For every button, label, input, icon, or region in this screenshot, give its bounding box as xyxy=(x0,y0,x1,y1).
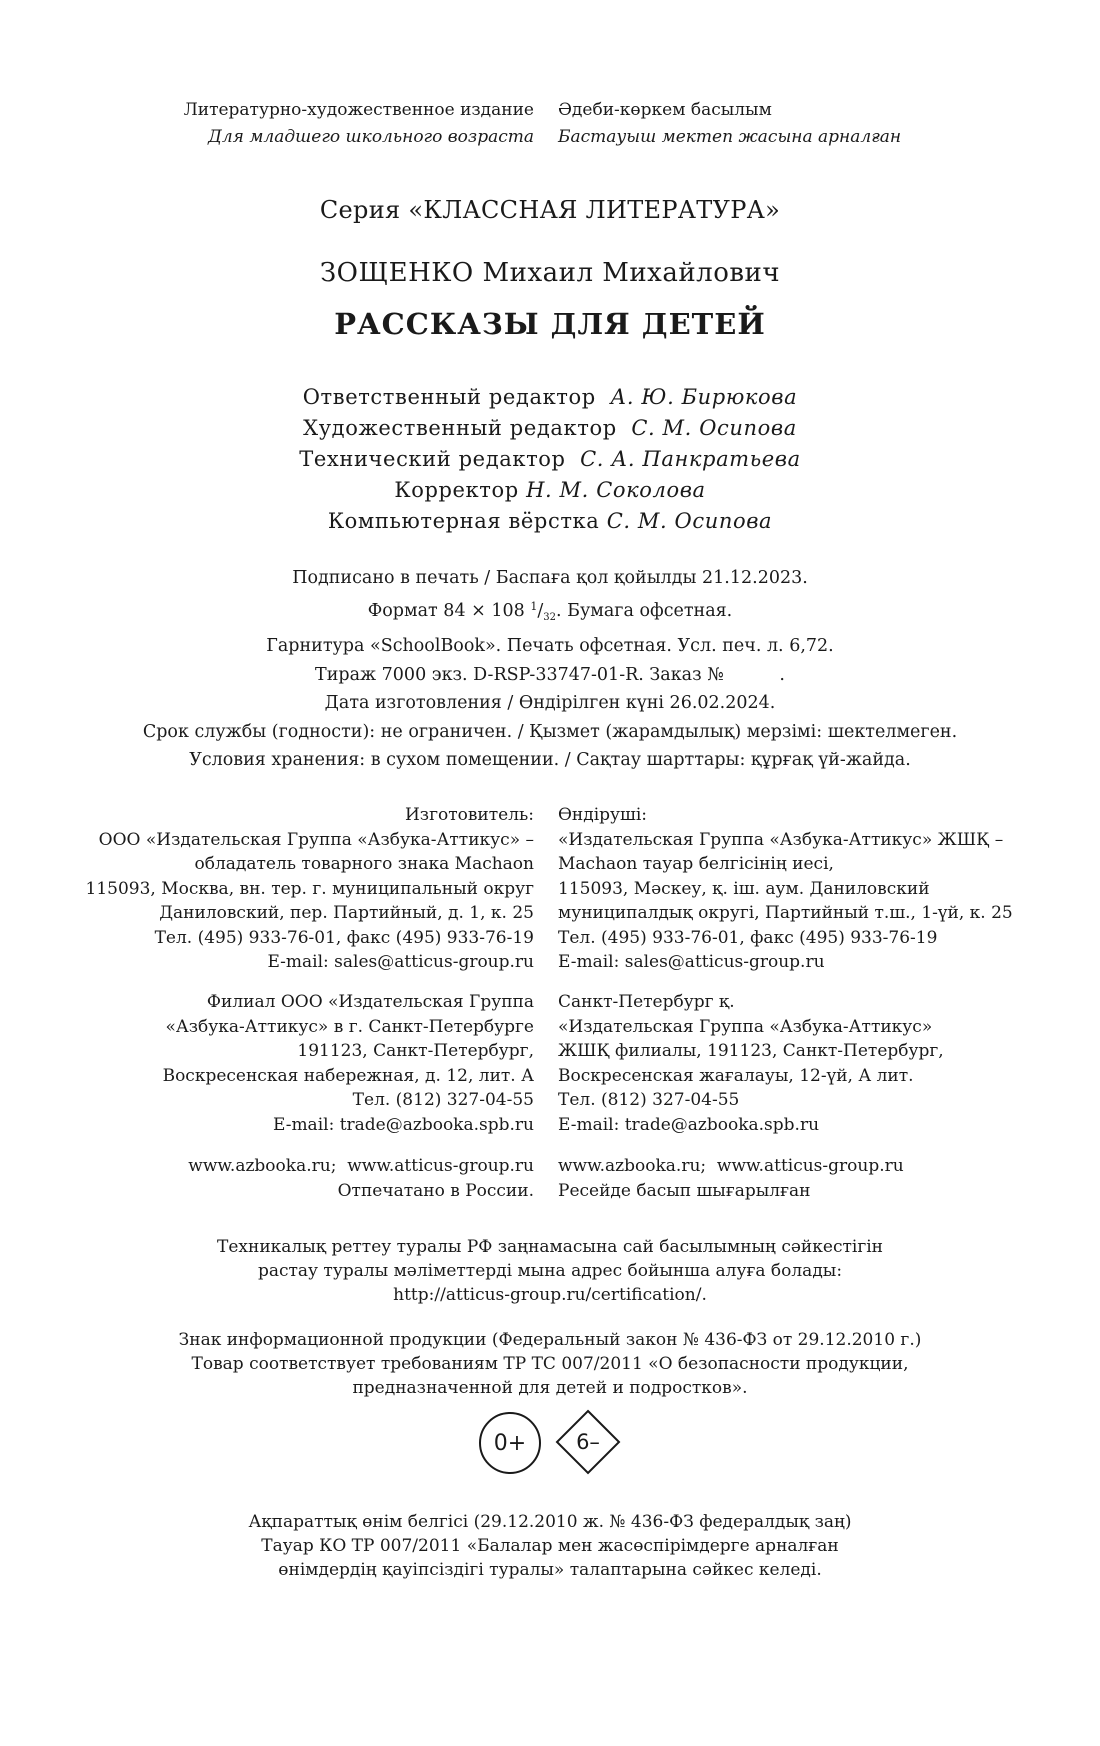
manufacturer-line-ru: обладатель товарного знака Machaon xyxy=(194,854,534,874)
branch-block xyxy=(0,990,1100,1137)
info-sign-ru xyxy=(0,1328,1100,1400)
manufacturer-line-kz: Machaon тауар белгісінің иесі, xyxy=(558,854,834,874)
branch-line-kz: «Издательская Группа «Азбука-Аттикус» xyxy=(558,1016,933,1037)
edition-type-kz: Әдеби-көркем басылым xyxy=(558,100,772,120)
manufacture-date: Дата изготовления / Өндірілген күні 26.02.2024. xyxy=(324,693,776,713)
edition-type-ru: Литературно-художественное издание xyxy=(183,100,534,120)
branch-email-kz: E-mail: trade@azbooka.spb.ru xyxy=(558,1114,820,1135)
age-rating-badge: 0+ xyxy=(479,1412,541,1474)
info-line-kz: Ақпараттық өнім белгісі (29.12.2010 ж. № 436-ФЗ федералдық заң) xyxy=(248,1512,852,1532)
manufacturer-line-ru: ООО «Издательская Группа «Азбука-Аттикус» – xyxy=(98,829,534,850)
age-group-kz: Бастауыш мектеп жасына арналған xyxy=(558,127,902,147)
info-line-kz: өнімдердің қауіпсіздігі туралы» талаптарына сәйкес келеді. xyxy=(278,1560,822,1580)
manufacturer-email-ru: E-mail: sales@atticus-group.ru xyxy=(267,952,534,972)
printed-in-ru: Отпечатано в России. xyxy=(337,1180,534,1201)
certification-line: растау туралы мәліметтерді мына адрес бойынша алуға болады: xyxy=(257,1261,843,1281)
manufacturer-block xyxy=(0,803,1100,975)
branch-line-ru: 191123, Санкт-Петербург, xyxy=(297,1041,534,1061)
staff-line: Ответственный редактор А. Ю. Бирюкова xyxy=(302,385,798,409)
staff-line: Художественный редактор С. М. Осипова xyxy=(303,416,797,440)
format-line: Формат 84 × 108 $^1/_{32}$. Бумага офсетная. xyxy=(367,599,733,623)
staff-line: Корректор Н. М. Соколова xyxy=(394,478,706,502)
websites-kz: www.azbooka.ru; www.atticus-group.ru xyxy=(558,1156,904,1176)
branch-line-ru: Воскресенская набережная, д. 12, лит. А xyxy=(162,1065,534,1086)
book-title: РАССКАЗЫ ДЛЯ ДЕТЕЙ xyxy=(334,307,766,341)
branch-email-ru: E-mail: trade@azbooka.spb.ru xyxy=(272,1114,534,1135)
imprint-details xyxy=(0,564,1100,775)
branch-line-ru: Тел. (812) 327-04-55 xyxy=(352,1090,534,1110)
info-line-ru: Знак информационной продукции (Федеральный закон № 436-ФЗ от 29.12.2010 г.) xyxy=(178,1330,922,1350)
storage-conditions: Условия хранения: в сухом помещении. / Сақтау шарттары: құрғақ үй-жайда. xyxy=(189,750,911,770)
manufacturer-email-kz: E-mail: sales@atticus-group.ru xyxy=(558,952,825,972)
manufacturer-line-kz: муниципалдық округі, Партийный т.ш., 1-үй, к. 25 xyxy=(558,903,1013,923)
manufacturer-line-ru: 115093, Москва, вн. тер. г. муниципальный округ xyxy=(85,878,534,899)
age-badges xyxy=(0,1412,1100,1475)
author-name: ЗОЩЕНКО Михаил Михайлович xyxy=(319,258,781,288)
certification-block xyxy=(0,1235,1100,1307)
branch-line-kz: Санкт-Петербург қ. xyxy=(558,992,735,1012)
manufacturer-line-ru: Даниловский, пер. Партийный, д. 1, к. 25 xyxy=(159,903,534,923)
branch-line-kz: Воскресенская жағалауы, 12-үй, А лит. xyxy=(558,1065,914,1086)
websites-ru: www.azbooka.ru; www.atticus-group.ru xyxy=(188,1156,534,1176)
age-group-ru: Для младшего школьного возраста xyxy=(208,127,534,147)
info-product-diamond-icon: 6– xyxy=(555,1409,621,1475)
typeface-line: Гарнитура «SchoolBook». Печать офсетная. Усл. печ. л. 6,72. xyxy=(266,636,834,656)
branch-line-kz: Тел. (812) 327-04-55 xyxy=(558,1090,740,1110)
certification-url: http://atticus-group.ru/certification/. xyxy=(393,1285,707,1305)
print-run: Тираж 7000 экз. D-RSP-33747-01-R. Заказ № . xyxy=(315,664,785,685)
manufacturer-line-kz: «Издательская Группа «Азбука-Аттикус» ЖШҚ – xyxy=(558,829,1004,850)
manufacturer-line-kz: Өндіруші: xyxy=(558,805,648,825)
branch-line-kz: ЖШҚ филиалы, 191123, Санкт-Петербург, xyxy=(558,1041,944,1061)
info-line-ru: предназначенной для детей и подростков». xyxy=(352,1378,748,1398)
web-block xyxy=(0,1154,1100,1203)
branch-line-ru: Филиал ООО «Издательская Группа xyxy=(206,992,534,1012)
info-sign-kz xyxy=(0,1510,1100,1582)
header-block xyxy=(0,97,1100,151)
manufacturer-line-ru: Изготовитель: xyxy=(404,805,534,825)
series-title: Серия «КЛАССНАЯ ЛИТЕРАТУРА» xyxy=(319,196,781,224)
info-line-ru: Товар соответствует требованиям ТР ТС 007/2011 «О безопасности продукции, xyxy=(191,1354,909,1374)
printed-in-kz: Ресейде басып шығарылған xyxy=(558,1180,811,1201)
manufacturer-line-ru: Тел. (495) 933-76-01, факс (495) 933-76-19 xyxy=(154,927,534,948)
signed-date: Подписано в печать / Баспаға қол қойылды 21.12.2023. xyxy=(292,568,808,588)
manufacturer-line-kz: Тел. (495) 933-76-01, факс (495) 933-76-19 xyxy=(558,927,938,948)
certification-line: Техникалық реттеу туралы РФ заңнамасына сай басылымның сәйкестігін xyxy=(217,1237,883,1257)
info-line-kz: Тауар КО ТР 007/2011 «Балалар мен жасөспірімдерге арналған xyxy=(261,1536,839,1556)
manufacturer-line-kz: 115093, Мәскеу, қ. іш. аум. Даниловский xyxy=(558,878,930,899)
branch-line-ru: «Азбука-Аттикус» в г. Санкт-Петербурге xyxy=(165,1016,534,1037)
shelf-life: Срок службы (годности): не ограничен. / Қызмет (жарамдылық) мерзімі: шектелмеген. xyxy=(142,721,958,742)
staff-list xyxy=(0,382,1100,537)
staff-line: Технический редактор С. А. Панкратьева xyxy=(299,447,801,471)
staff-line: Компьютерная вёрстка С. М. Осипова xyxy=(327,509,773,533)
